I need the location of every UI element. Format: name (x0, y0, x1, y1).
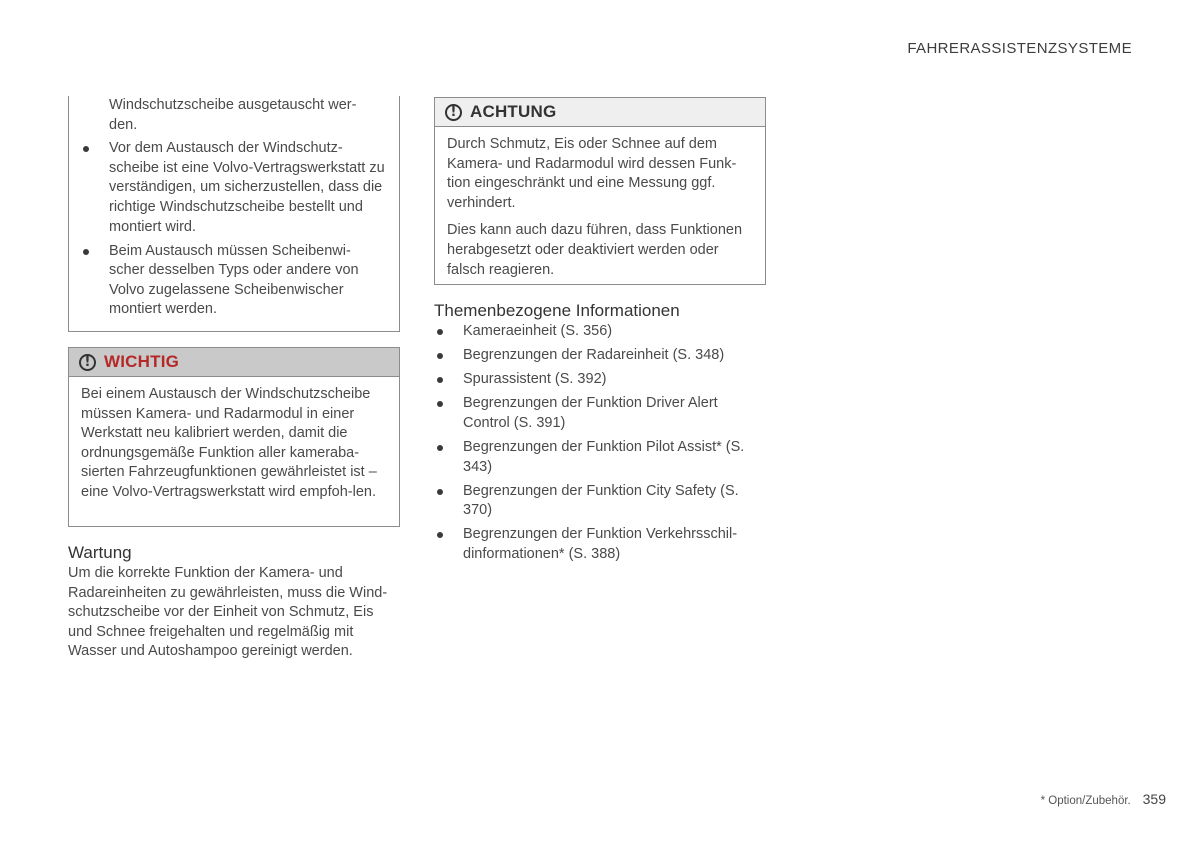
chapter-header: FAHRERASSISTENZSYSTEME (907, 40, 1132, 57)
related-link[interactable] (463, 438, 763, 477)
wartung-text: Um die korrekte Funktion der Kamera- und Radareinheiten zu gewährleisten, muss die Wind-schutzscheibe vor der Einheit von Schmutz, Eis und Schnee freigehalten und regelmäßig mit Wasser und Autoshampoo gereinigt werden. (68, 565, 388, 660)
bullet-icon (437, 489, 443, 495)
achtung-paragraph: Dies kann auch dazu führen, dass Funktionen herabgesetzt oder deaktiviert werden oder falsch reagieren. (447, 222, 743, 278)
list-item (109, 139, 385, 237)
continued-list (109, 139, 385, 320)
related-link[interactable] (463, 394, 763, 433)
footnote: * Option/Zubehör. (1040, 795, 1131, 807)
bullet-icon (437, 401, 443, 407)
related-link[interactable] (463, 370, 763, 390)
wichtig-header (69, 348, 399, 377)
continued-item-tail: Windschutzscheibe ausgetauscht wer-den. (109, 97, 357, 133)
wartung-title: Wartung (68, 543, 132, 562)
exclamation-circle-icon: ! (79, 354, 96, 371)
bullet-icon (83, 146, 89, 152)
related-link[interactable] (463, 482, 763, 521)
achtung-title: ACHTUNG (470, 102, 557, 121)
exclamation-circle-icon: ! (445, 104, 462, 121)
achtung-header (435, 98, 765, 127)
continued-note-body (69, 96, 399, 320)
related-link[interactable] (463, 322, 763, 342)
related-link-text[interactable]: Begrenzungen der Radareinheit (S. 348) (463, 347, 725, 364)
list-item-text: Vor dem Austausch der Windschutz-scheibe ist eine Volvo-Vertragswerkstatt zu verständigen, um sicherzustellen, dass die richtige Windschutzscheibe bestellt und montiert wird. (109, 140, 385, 235)
related-link-text[interactable]: Begrenzungen der Funktion Pilot Assist* (S. 343) (463, 438, 745, 475)
achtung-box (434, 97, 766, 285)
bullet-icon (437, 353, 443, 359)
list-item (109, 242, 385, 320)
achtung-body (435, 127, 765, 280)
page-footer (1041, 791, 1166, 807)
continued-note-box (68, 96, 400, 332)
bullet-icon (83, 249, 89, 255)
wichtig-body (69, 377, 399, 503)
related-link[interactable] (463, 346, 763, 366)
related-link-text[interactable]: Begrenzungen der Funktion Verkehrsschil-dinformationen* (S. 388) (463, 526, 738, 562)
bullet-icon (437, 377, 443, 383)
list-item-text: Beim Austausch müssen Scheibenwi-scher desselben Typs oder andere von Volvo zugelassene Scheibenwischer montiert werden. (109, 242, 359, 318)
page-number: 359 (1142, 791, 1166, 807)
wichtig-text: Bei einem Austausch der Windschutzscheibe müssen Kamera- und Radarmodul in einer Werkstatt neu kalibriert werden, damit die ordnungsgemäße Funktion aller kameraba-sierten Fahrzeugfunktionen gewährleistet ist – eine Volvo-Vertragswerkstatt wird empfoh-len. (81, 386, 377, 500)
bullet-icon (437, 532, 443, 538)
related-link-text[interactable]: Begrenzungen der Funktion City Safety (S. 370) (463, 482, 739, 519)
achtung-paragraph: Durch Schmutz, Eis oder Schnee auf dem Kamera- und Radarmodul wird dessen Funk-tion eingeschränkt und eine Messung ggf. verhindert. (447, 136, 737, 211)
bullet-icon (437, 445, 443, 451)
related-link[interactable] (463, 525, 763, 564)
related-link-text[interactable]: Spurassistent (S. 392) (463, 371, 607, 388)
bullet-icon (437, 329, 443, 335)
related-title: Themenbezogene Informationen (434, 301, 680, 320)
wichtig-box (68, 347, 400, 527)
related-link-text[interactable]: Kameraeinheit (S. 356) (463, 323, 613, 339)
related-link-text[interactable]: Begrenzungen der Funktion Driver Alert Control (S. 391) (463, 395, 718, 431)
wichtig-title: WICHTIG (104, 352, 180, 371)
related-list (463, 322, 763, 569)
